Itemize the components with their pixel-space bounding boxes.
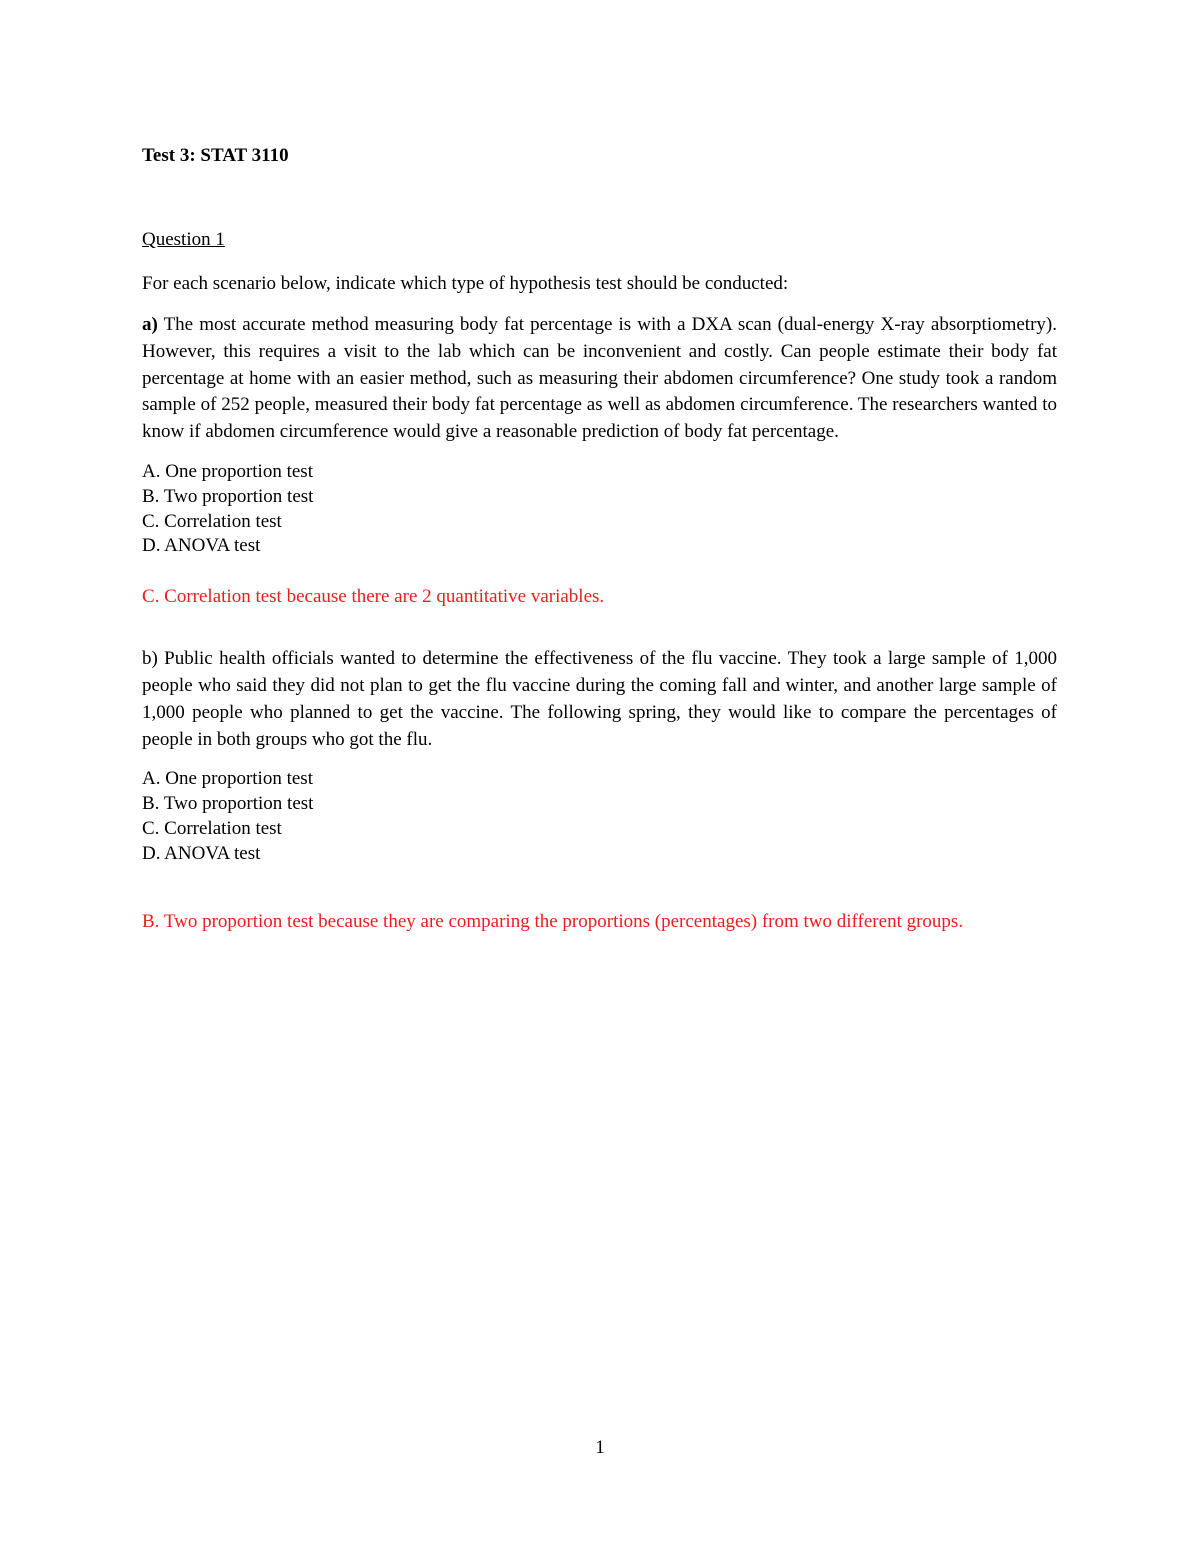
scenario-a-text: The most accurate method measuring body fat percentage is with a DXA scan (dual-energy X-ray absorptiometry). However, this requires a visit to the lab which can be inconvenient and costly. Can people estimate their body fat percentage at home with an easier method, such as measuring their abdomen circumference? One study took a random sample of 252 people, measured their body fat percentage as well as abdomen circumference. The researchers wanted to know if abdomen circumference would give a reasonable prediction of body fat percentage.: [142, 314, 1057, 443]
option-item: D. ANOVA test: [142, 842, 261, 864]
scenario-b-text: Public health officials wanted to determine the effectiveness of the flu vaccine. They took a large sample of 1,000 people who said they did not plan to get the flu vaccine during the coming fall and winter, and another large sample of 1,000 people who planned to get the vaccine. The following spring, they would like to compare the percentages of people in both groups who got the flu.: [142, 648, 1057, 750]
option-item: A. One proportion test: [142, 460, 313, 482]
option-item: A. One proportion test: [142, 768, 313, 790]
scenario-a-answer: C. Correlation test because there are 2 quantitative variables.: [142, 586, 605, 608]
scenario-b-options: [142, 767, 1057, 866]
option-item: C. Correlation test: [142, 510, 282, 532]
scenario-a: [142, 312, 1057, 446]
page-content: [142, 139, 1057, 935]
scenario-b-answer: B. Two proportion test because they are comparing the proportions (percentages) from two different groups.: [142, 910, 964, 932]
option-item: B. Two proportion test: [142, 793, 314, 815]
scenario-a-letter: a): [142, 314, 158, 335]
scenario-a-options: [142, 460, 1057, 559]
page-number: 1: [595, 1437, 605, 1458]
option-item: D. ANOVA test: [142, 535, 261, 557]
scenario-b: [142, 646, 1057, 753]
scenario-b-letter: b): [142, 648, 158, 670]
instruction-text: For each scenario below, indicate which type of hypothesis test should be conducted:: [142, 273, 789, 294]
option-item: C. Correlation test: [142, 817, 282, 839]
document-title: Test 3: STAT 3110: [142, 145, 289, 166]
question-heading: Question 1: [142, 229, 225, 250]
option-item: B. Two proportion test: [142, 485, 314, 507]
